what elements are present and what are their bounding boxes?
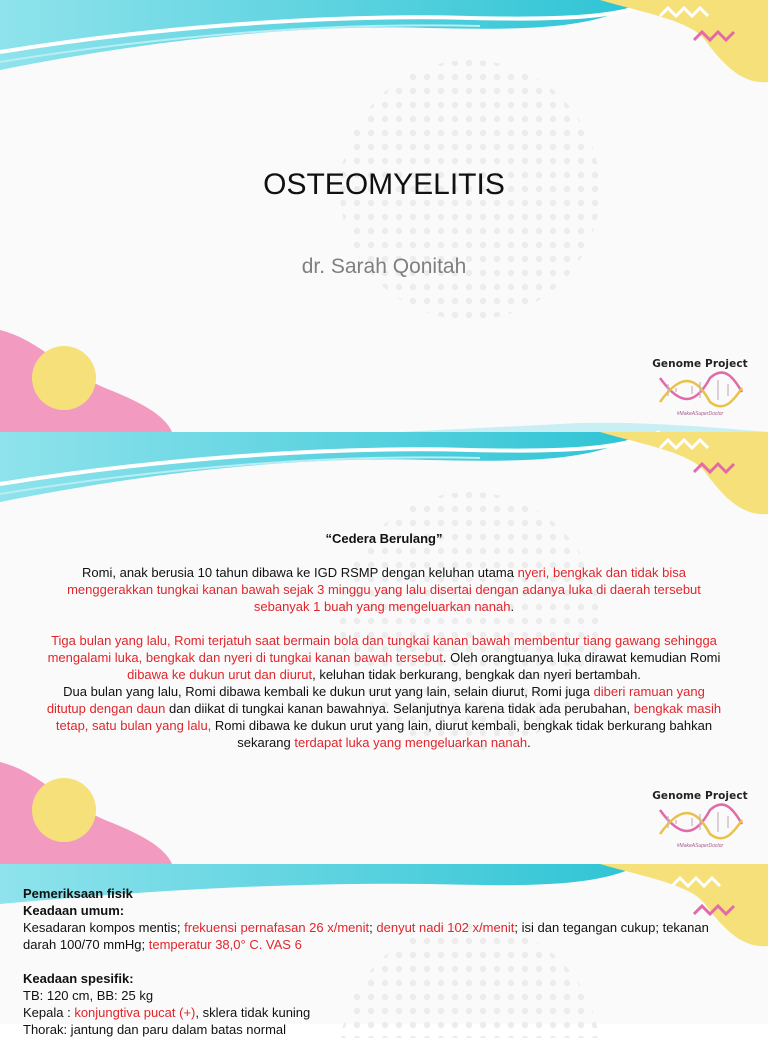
highlighted-text: terdapat luka yang mengeluarkan nanah bbox=[294, 735, 528, 750]
slide-title: OSTEOMYELITIS bbox=[263, 168, 505, 201]
case-paragraph-1 bbox=[46, 564, 722, 615]
specific-state-heading: Keadaan spesifik: bbox=[23, 971, 134, 986]
head-exam-line bbox=[23, 1004, 733, 1021]
presenter-name: dr. Sarah Qonitah bbox=[301, 255, 467, 278]
dna-icon bbox=[650, 370, 750, 410]
teal-wave-top bbox=[0, 0, 640, 70]
text-run: Kesadaran kompos mentis; bbox=[23, 920, 185, 935]
logo-tagline: #MakeASuperDoctor bbox=[676, 411, 724, 417]
general-state-heading: Keadaan umum: bbox=[23, 903, 125, 918]
title-slide bbox=[0, 0, 768, 432]
logo-name: Genome Project bbox=[652, 790, 748, 802]
highlighted-text: temperatur 38,0° C. VAS 6 bbox=[148, 937, 302, 952]
highlighted-text: denyut nadi 102 x/menit bbox=[376, 920, 515, 935]
text-run: dan diikat di tungkai kanan bawahnya. Selanjutnya karena tidak ada perubahan, bbox=[165, 701, 634, 716]
genome-project-logo bbox=[650, 358, 750, 417]
exam-heading: Pemeriksaan fisik bbox=[23, 886, 133, 901]
case-slide bbox=[0, 432, 768, 864]
logo-name: Genome Project bbox=[652, 358, 748, 370]
teal-wave-top bbox=[0, 432, 640, 502]
thorax-exam-line: Thorak: jantung dan paru dalam batas normal bbox=[23, 1022, 287, 1037]
text-run: , keluhan tidak berkurang, bengkak dan nyeri bertambah. bbox=[312, 667, 641, 682]
text-run: , sklera tidak kuning bbox=[195, 1005, 311, 1020]
case-title: “Cedera Berulang” bbox=[325, 531, 443, 546]
case-text bbox=[46, 530, 722, 751]
logo-tagline: #MakeASuperDoctor bbox=[676, 843, 724, 849]
text-run: Kepala : bbox=[23, 1005, 75, 1020]
general-state-line bbox=[23, 919, 733, 953]
highlighted-text: konjungtiva pucat (+) bbox=[74, 1005, 196, 1020]
text-run: Dua bulan yang lalu, Romi dibawa kembali ke dukun urut yang lain, selain diurut, Romi juga bbox=[63, 684, 594, 699]
case-paragraph-3 bbox=[46, 683, 722, 751]
yellow-circle bbox=[32, 778, 96, 842]
exam-text bbox=[23, 885, 733, 1038]
text-run: . bbox=[510, 599, 515, 614]
highlighted-text: bengkak masih tetap, satu bulan yang lalu, bbox=[55, 701, 722, 733]
text-run: ; bbox=[369, 920, 377, 935]
genome-project-logo bbox=[650, 790, 750, 849]
highlighted-text: frekuensi pernafasan 26 x/menit bbox=[184, 920, 370, 935]
text-run: ; isi dan tegangan cukup; tekanan darah 100/70 mmHg; bbox=[23, 920, 709, 952]
yellow-circle bbox=[32, 346, 96, 410]
dna-icon bbox=[650, 802, 750, 842]
highlighted-text: diberi ramuan yang ditutup dengan daun bbox=[46, 684, 705, 716]
height-weight-line: TB: 120 cm, BB: 25 kg bbox=[23, 988, 154, 1003]
case-paragraph-2 bbox=[46, 632, 722, 683]
highlighted-text: dibawa ke dukun urut dan diurut bbox=[127, 667, 313, 682]
text-run: . bbox=[527, 735, 531, 750]
highlighted-text: nyeri, bengkak dan tidak bisa menggerakkan tungkai kanan bawah sejak 3 minggu yang lalu disertai dengan adanya luka di daerah tersebut sebanyak 1 buah yang mengeluarkan nanah bbox=[67, 565, 701, 614]
text-run: Romi, anak berusia 10 tahun dibawa ke IGD RSMP dengan keluhan utama bbox=[82, 565, 518, 580]
exam-slide bbox=[0, 864, 768, 1037]
highlighted-text: Tiga bulan yang lalu, Romi terjatuh saat bermain bola dan tungkai kanan bawah membentur tiang gawang sehingga mengalami luka, bengkak dan nyeri di tungkai kanan bawah tersebut bbox=[47, 633, 717, 665]
text-run: Romi dibawa ke dukun urut yang lain, diurut kembali, bengkak tidak berkurang bahkan sekarang bbox=[211, 718, 713, 750]
text-run: . Oleh orangtuanya luka dirawat kemudian Romi bbox=[442, 650, 721, 665]
